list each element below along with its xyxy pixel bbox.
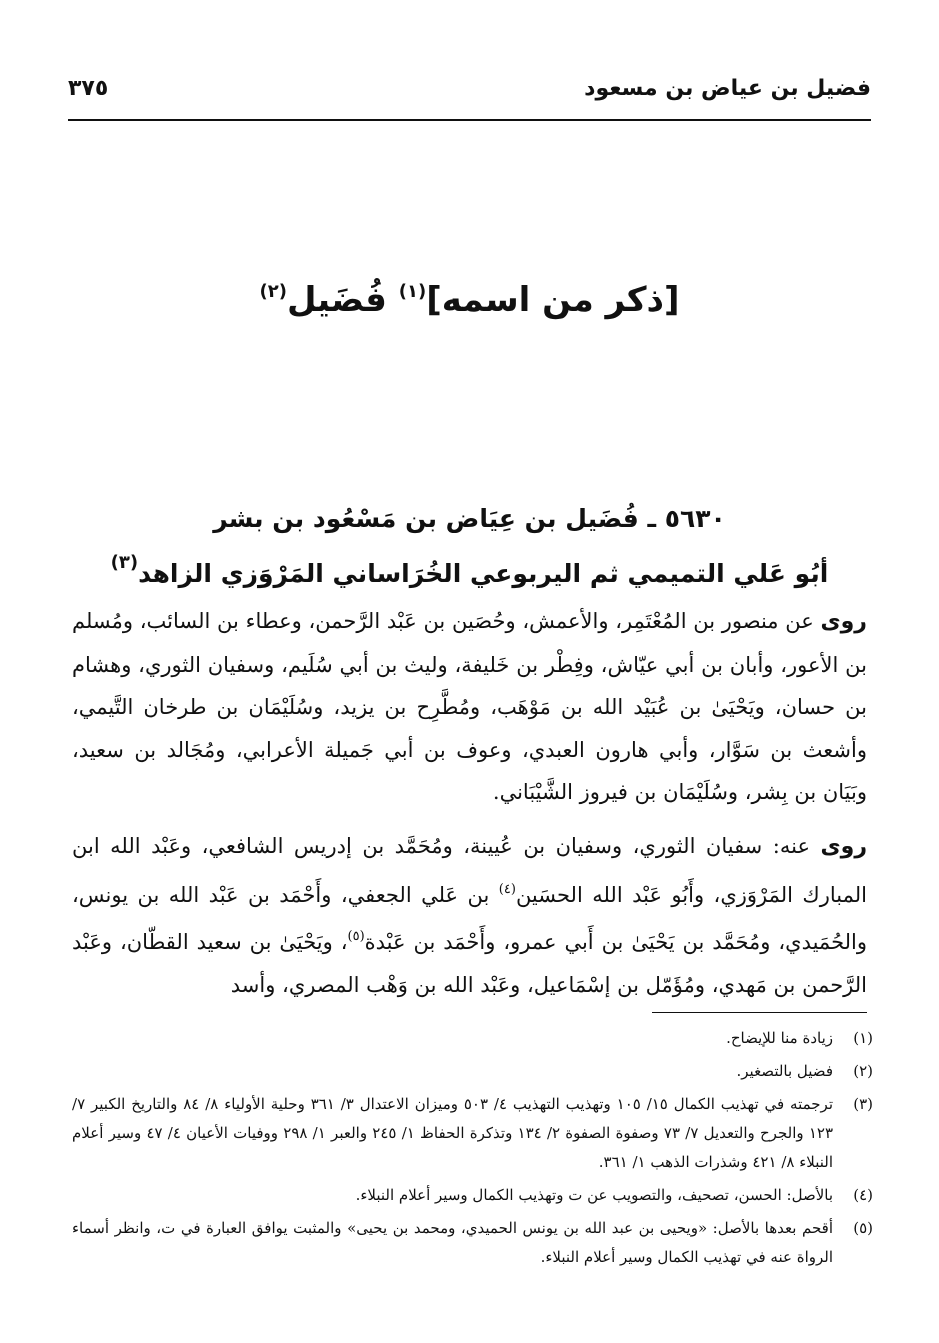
footnote-ref: (٢) xyxy=(259,281,287,302)
paragraph-text: عنه: سفيان الثوري، وسفيان بن عُيينة، ومُحَمَّد بن إدريس الشافعي، وعَبْد الله ابن المبارك المَرْوَزي، وأَبُو عَبْد الله الحسَين xyxy=(72,834,867,907)
running-header xyxy=(68,74,871,114)
footnote-number: (٢) xyxy=(853,1062,873,1080)
footnote-ref: (٣) xyxy=(110,552,139,573)
footnote-number: (٤) xyxy=(853,1186,873,1204)
section-heading-text: [ذكر من اسمه] xyxy=(426,280,680,320)
section-heading xyxy=(0,280,939,320)
paragraph-narrated-by xyxy=(72,825,867,1006)
footnote xyxy=(72,1024,873,1053)
paragraph-lead-word: روى xyxy=(820,609,867,634)
paragraph-narrated-from xyxy=(72,600,867,814)
footnote-number: (٥) xyxy=(853,1219,873,1237)
footnote-ref: (٤) xyxy=(498,881,516,897)
footnotes xyxy=(72,1024,873,1276)
header-rule xyxy=(68,119,871,121)
paragraph-text: بن عَلي الجعفي، وأَحْمَد بن عَبْد الله بن يونس، والحُمَيدي، ومُحَمَّد بن يَحْيَىٰ بن أَبي عمرو، وأَحْمَد بن عَبْدة xyxy=(72,882,868,954)
footnote-number: (١) xyxy=(853,1029,873,1047)
footnote xyxy=(72,1090,873,1177)
running-title: فضيل بن عياض بن مسعود xyxy=(584,76,871,101)
footnote-text: ترجمته في تهذيب الكمال ١٥/ ١٠٥ وتهذيب التهذيب ٤/ ٥٠٣ وميزان الاعتدال ٣/ ٣٦١ وحلية الأولياء ٨/ ٨٤ والتاريخ الكبير ٧/ ١٢٣ والجرح والتعديل ٧/ ٧٣ وصفوة الصفوة ٢/ ١٣٤ وتذكرة الحفاظ ١/ ٢٤٥ والعبر ١/ ٢٩٨ ووفيات الأعيان ٤/ ٤٧ وسير أعلام النبلاء ٨/ ٤٢١ وشذرات الذهب ١/ ٣٦١. xyxy=(72,1095,834,1171)
paragraph-text: عن منصور بن المُعْتَمِر، والأعمش، وحُصَين بن عَبْد الرَّحمن، وعطاء بن السائب، ومُسلم بن الأعور، وأبان بن أبي عيّاش، وفِطْر بن خَليفة، وليث بن أبي سُلَيم، وسفيان الثوري، وهشام بن حسان، ويَحْيَىٰ بن عُبَيْد الله بن مَوْهَب، ومُطَّرِح بن يزيد، وسُلَيْمَان بن طرخان التَّيمي، وأشعث بن سَوَّار، وأبي هارون العبدي، وعوف بن أبي جَميلة الأعرابي، ومُجَالد بن سعيد، وبَيَان بن بِشر، وسُلَيْمَان بن فيروز الشَّيْبَاني. xyxy=(72,609,867,804)
section-heading-name: فُضَيل xyxy=(286,280,387,320)
footnote-text: بالأصل: الحسن، تصحيف، والتصويب عن ت وتهذيب الكمال وسير أعلام النبلاء. xyxy=(355,1186,833,1204)
entry-subtitle-text: أبُو عَلي التميمي ثم اليربوعي الخُرَاساني المَرْوَزي الزاهد xyxy=(138,559,829,588)
footnote xyxy=(72,1214,873,1272)
footnote-text: فضيل بالتصغير. xyxy=(736,1062,833,1080)
page-number: ٣٧٥ xyxy=(68,76,109,101)
entry-subtitle xyxy=(0,552,939,588)
paragraph-text: ، ويَحْيَىٰ بن سعيد القطّان، وعَبْد الرَّحمن بن مَهدي، ومُؤَمّل بن إسْمَاعيل، وعَبْد الله بن وَهْب المصري، وأسد xyxy=(72,930,867,997)
entry-title: ٥٦٣٠ ـ فُضَيل بن عِيَاض بن مَسْعُود بن بشر xyxy=(213,504,726,533)
footnote-ref: (١) xyxy=(398,281,427,302)
footnote-rule xyxy=(652,1012,867,1013)
paragraph-lead-word: روى xyxy=(820,834,867,859)
footnote-text: أقحم بعدها بالأصل: «ويحيى بن عبد الله بن يونس الحميدي، ومحمد بن يحيى» والمثبت يوافق العبارة في ت، وانظر أسماء الرواة عنه في تهذيب الكمال وسير أعلام النبلاء. xyxy=(72,1219,833,1266)
footnote-ref: (٥) xyxy=(347,929,365,944)
footnote-number: (٣) xyxy=(853,1095,873,1113)
footnote-text: زيادة منا للإيضاح. xyxy=(726,1029,833,1047)
footnote xyxy=(72,1057,873,1086)
footnote xyxy=(72,1181,873,1210)
